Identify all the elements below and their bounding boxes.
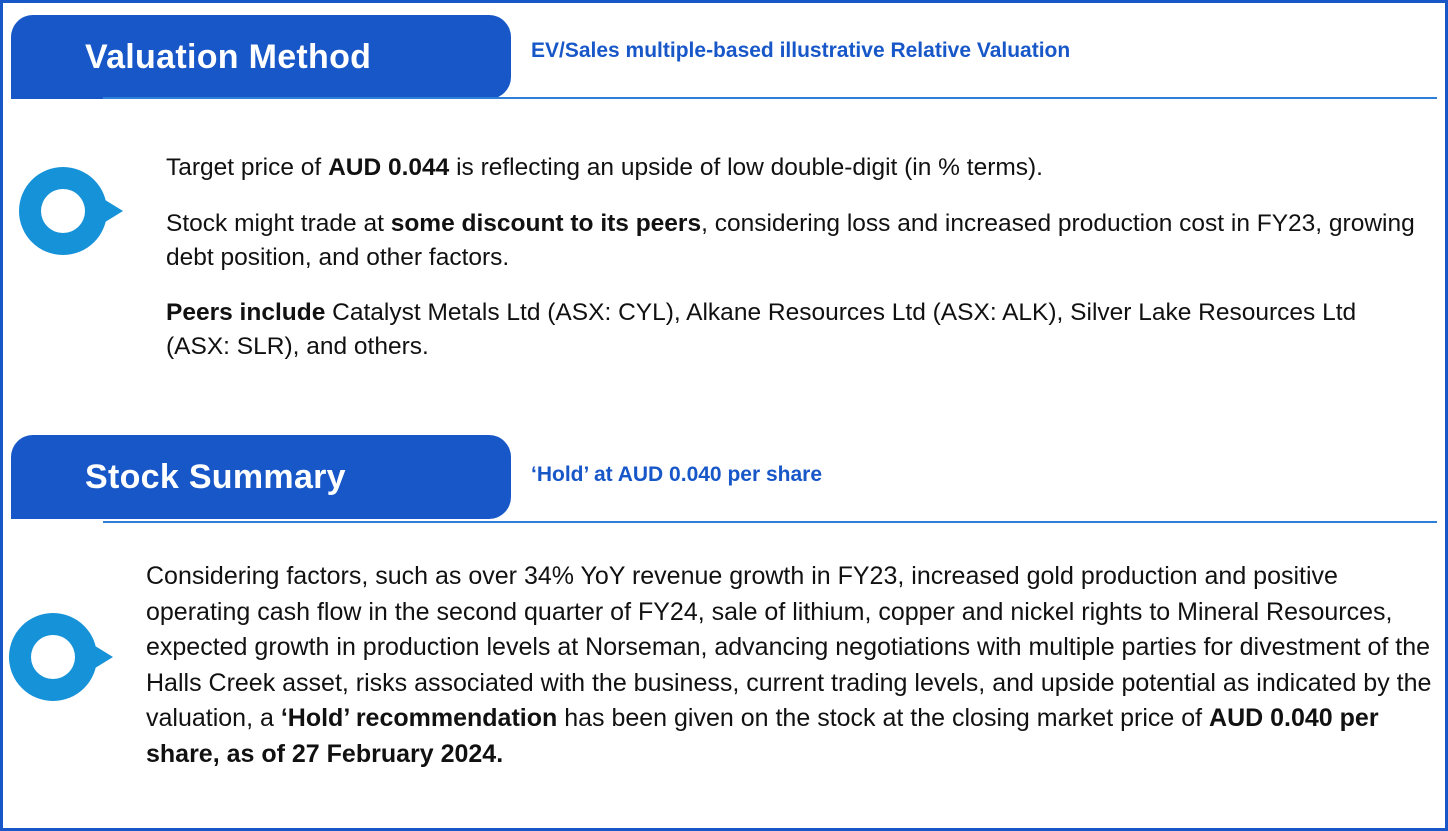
closing-price-value: AUD 0.040 per share, as of 27 February 2024. [146, 704, 1379, 768]
text-fragment: is reflecting an upside of low double-digit (in % terms). [449, 154, 1043, 181]
text-fragment: Target price of [166, 154, 329, 181]
discount-phrase: some discount to its peers [390, 209, 702, 237]
bullet-marker-icon [13, 163, 141, 259]
text-fragment: Stock might trade at [166, 209, 391, 237]
valuation-paragraph-1 [166, 151, 1421, 185]
section-tab-stock-summary [11, 435, 511, 519]
section-tab-label: Stock Summary [85, 457, 346, 496]
peers-list: Catalyst Metals Ltd (ASX: CYL), Alkane Resources Ltd (ASX: ALK), Silver Lake Resources Ltd (ASX: SLR), and others. [166, 299, 1357, 361]
section-tab-label: Valuation Method [85, 37, 372, 76]
header-divider [103, 97, 1437, 99]
section-subtitle-valuation-method: EV/Sales multiple-based illustrative Relative Valuation [531, 39, 1071, 62]
section-subtitle-stock-summary: ‘Hold’ at AUD 0.040 per share [531, 463, 822, 486]
stock-summary-paragraph [146, 559, 1436, 772]
text-fragment: , considering loss and increased production cost in FY23, growing debt position, and other factors. [166, 209, 1415, 271]
bullet-ring-icon [19, 167, 107, 255]
recommendation-phrase: ‘Hold’ recommendation [280, 704, 558, 732]
valuation-paragraph-3 [166, 296, 1421, 364]
stock-summary-body [146, 559, 1436, 772]
text-fragment: has been given on the stock at the closing market price of [557, 704, 1210, 732]
peers-label: Peers include [166, 299, 326, 327]
bullet-ring-icon [9, 613, 97, 701]
bullet-marker-icon [3, 609, 131, 705]
section-header-stock-summary [3, 427, 1445, 523]
text-fragment: Considering factors, such as over 34% YoY revenue growth in FY23, increased gold production and positive operating cash flow in the second quarter of FY24, sale of lithium, copper and nickel rights to Mineral Resources, expected growth in production levels at Norseman, advancing negotiations with multiple parties for divestment of the Halls Creek asset, risks associated with the business, current trading levels, and upside potential as indicated by the valuation, a [146, 562, 1432, 732]
section-header-valuation-method [3, 3, 1445, 99]
target-price-value: AUD 0.044 [328, 154, 450, 181]
header-divider [103, 521, 1437, 523]
valuation-method-body [166, 151, 1421, 364]
valuation-paragraph-2 [166, 207, 1421, 275]
section-tab-valuation-method [11, 15, 511, 99]
